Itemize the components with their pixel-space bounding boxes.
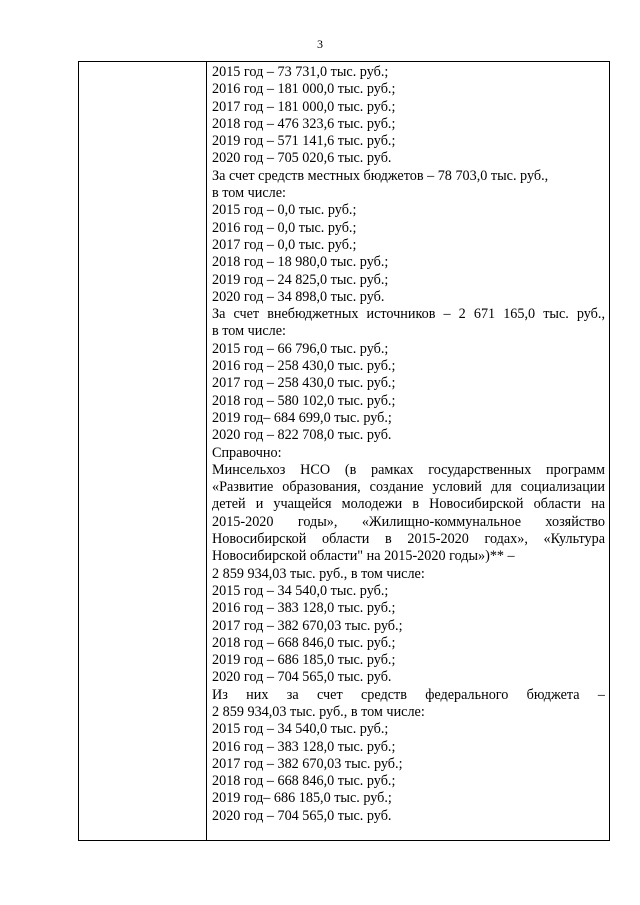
text-line: 2019 год – 571 141,6 тыс. руб.; xyxy=(212,133,396,150)
text-line: 2018 год – 668 846,0 тыс. руб.; xyxy=(212,634,396,651)
text-line: 2017 год – 382 670,03 тыс. руб.; xyxy=(212,755,403,772)
text-line: 2019 год – 24 825,0 тыс. руб.; xyxy=(212,271,389,288)
text-line: в том числе: xyxy=(212,185,286,202)
text-line: За счет внебюджетных источников – 2 671 165,0 тыс. руб., xyxy=(212,306,605,323)
text-line: 2 859 934,03 тыс. руб., в том числе: xyxy=(212,565,425,582)
text-line: 2020 год – 822 708,0 тыс. руб. xyxy=(212,427,392,444)
text-line: За счет средств местных бюджетов – 78 703,0 тыс. руб., xyxy=(212,167,549,184)
text-line: 2019 год – 686 185,0 тыс. руб.; xyxy=(212,652,396,669)
text-line: 2020 год – 34 898,0 тыс. руб. xyxy=(212,288,385,305)
text-line: 2018 год – 18 980,0 тыс. руб.; xyxy=(212,254,389,271)
text-line: 2015 год – 34 540,0 тыс. руб.; xyxy=(212,721,389,738)
table-left-cell xyxy=(79,62,207,840)
text-line: Справочно: xyxy=(212,444,282,461)
text-line: 2015 год – 73 731,0 тыс. руб.; xyxy=(212,64,389,80)
text-line: 2015 год – 34 540,0 тыс. руб.; xyxy=(212,582,389,599)
text-line: детей и учащейся молодежи в Новосибирской области на xyxy=(212,496,605,513)
text-line: 2018 год – 580 102,0 тыс. руб.; xyxy=(212,392,396,409)
text-line: 2020 год – 704 565,0 тыс. руб. xyxy=(212,807,392,824)
text-line: 2016 год – 181 000,0 тыс. руб.; xyxy=(212,81,396,98)
text-line: 2016 год – 258 430,0 тыс. руб.; xyxy=(212,358,396,375)
text-line: Новосибирской области" на 2015-2020 годы»)** – xyxy=(212,548,515,565)
text-line: 2016 год – 383 128,0 тыс. руб.; xyxy=(212,738,396,755)
text-line: 2017 год – 258 430,0 тыс. руб.; xyxy=(212,375,396,392)
text-line: 2016 год – 0,0 тыс. руб.; xyxy=(212,219,357,236)
text-line: Минсельхоз НСО (в рамках государственных программ xyxy=(212,461,605,478)
text-line: 2018 год – 476 323,6 тыс. руб.; xyxy=(212,115,396,132)
text-line: 2019 год– 686 185,0 тыс. руб.; xyxy=(212,790,392,807)
text-line: 2 859 934,03 тыс. руб., в том числе: xyxy=(212,703,425,720)
text-line: Новосибирской области в 2015-2020 годах», «Культура xyxy=(212,531,605,548)
funding-table xyxy=(78,61,610,841)
text-line: 2016 год – 383 128,0 тыс. руб.; xyxy=(212,600,396,617)
text-line: в том числе: xyxy=(212,323,286,340)
text-line: 2020 год – 705 020,6 тыс. руб. xyxy=(212,150,392,167)
text-line: 2017 год – 181 000,0 тыс. руб.; xyxy=(212,98,396,115)
text-line: 2015 год – 0,0 тыс. руб.; xyxy=(212,202,357,219)
text-line: 2017 год – 0,0 тыс. руб.; xyxy=(212,236,357,253)
text-line: 2015-2020 годы», «Жилищно-коммунальное хозяйство xyxy=(212,513,605,530)
text-line: 2018 год – 668 846,0 тыс. руб.; xyxy=(212,773,396,790)
text-line: Из них за счет средств федерального бюджета – xyxy=(212,686,605,703)
text-line: 2020 год – 704 565,0 тыс. руб. xyxy=(212,669,392,686)
text-line: 2019 год– 684 699,0 тыс. руб.; xyxy=(212,409,392,426)
page-number: 3 xyxy=(317,37,323,51)
text-line: 2015 год – 66 796,0 тыс. руб.; xyxy=(212,340,389,357)
table-right-cell xyxy=(207,62,609,840)
text-line: 2017 год – 382 670,03 тыс. руб.; xyxy=(212,617,403,634)
text-line: «Развитие образования, создание условий для социализации xyxy=(212,479,605,496)
